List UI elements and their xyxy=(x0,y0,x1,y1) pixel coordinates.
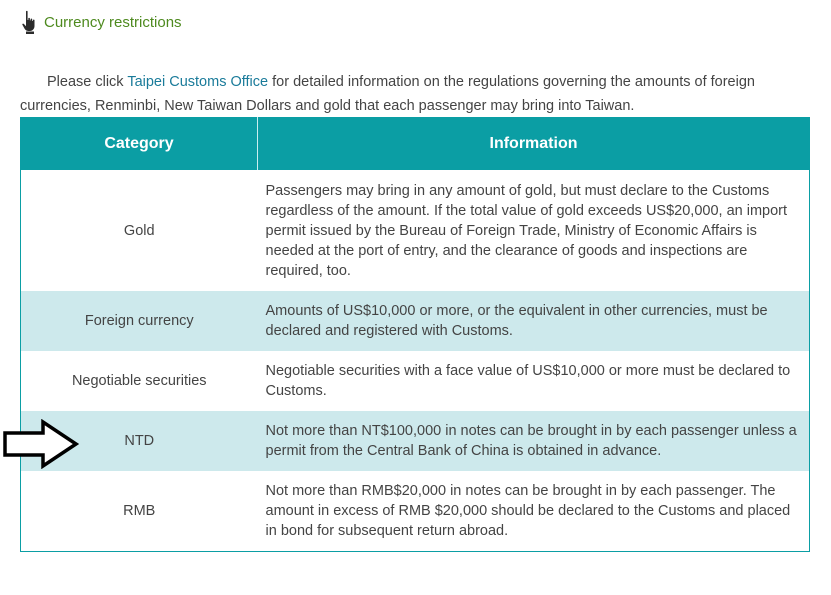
section-heading xyxy=(20,10,182,34)
category-column-header: Category xyxy=(21,118,258,171)
table-row xyxy=(21,471,810,551)
right-arrow-outline-icon xyxy=(3,419,79,469)
information-cell: Not more than NT$100,000 in notes can be brought in by each passenger unless a permit from the Central Bank of China is obtained in advance. xyxy=(258,411,810,471)
information-cell: Not more than RMB$20,000 in notes can be brought in by each passenger. The amount in excess of RMB $20,000 should be declared to the Customs and placed in bond for subsequent return abroad. xyxy=(258,471,810,551)
table-row xyxy=(21,291,810,351)
category-cell: NTD xyxy=(21,411,258,471)
intro-paragraph xyxy=(20,70,810,118)
table-row xyxy=(21,411,810,471)
pointing-hand-icon xyxy=(20,10,40,34)
section-title: Currency restrictions xyxy=(44,13,182,31)
information-cell: Passengers may bring in any amount of gold, but must declare to the Customs regardless of the amount. If the total value of gold exceeds US$20,000, an import permit issued by the Bureau of Foreign Trade, Ministry of Economic Affairs is needed at the port of entry, and the clearance of goods and inspections are required, too. xyxy=(258,170,810,291)
taipei-customs-office-link[interactable]: Taipei Customs Office xyxy=(127,73,269,90)
category-cell: Gold xyxy=(21,170,258,291)
information-cell: Amounts of US$10,000 or more, or the equivalent in other currencies, must be declared and registered with Customs. xyxy=(258,291,810,351)
category-cell: Negotiable securities xyxy=(21,351,258,411)
table-header-row xyxy=(21,118,810,171)
category-cell: Foreign currency xyxy=(21,291,258,351)
intro-text-after: for detailed information on the regulations governing the amounts of foreign currencies, Renminbi, New Taiwan Dollars and gold that each passenger may bring into Taiwan. xyxy=(20,73,755,114)
table-row xyxy=(21,170,810,291)
currency-restrictions-table xyxy=(20,117,810,552)
information-cell: Negotiable securities with a face value of US$10,000 or more must be declared to Customs. xyxy=(258,351,810,411)
information-column-header: Information xyxy=(258,118,810,171)
category-cell: RMB xyxy=(21,471,258,551)
table-row xyxy=(21,351,810,411)
intro-text-before: Please click xyxy=(47,73,128,90)
